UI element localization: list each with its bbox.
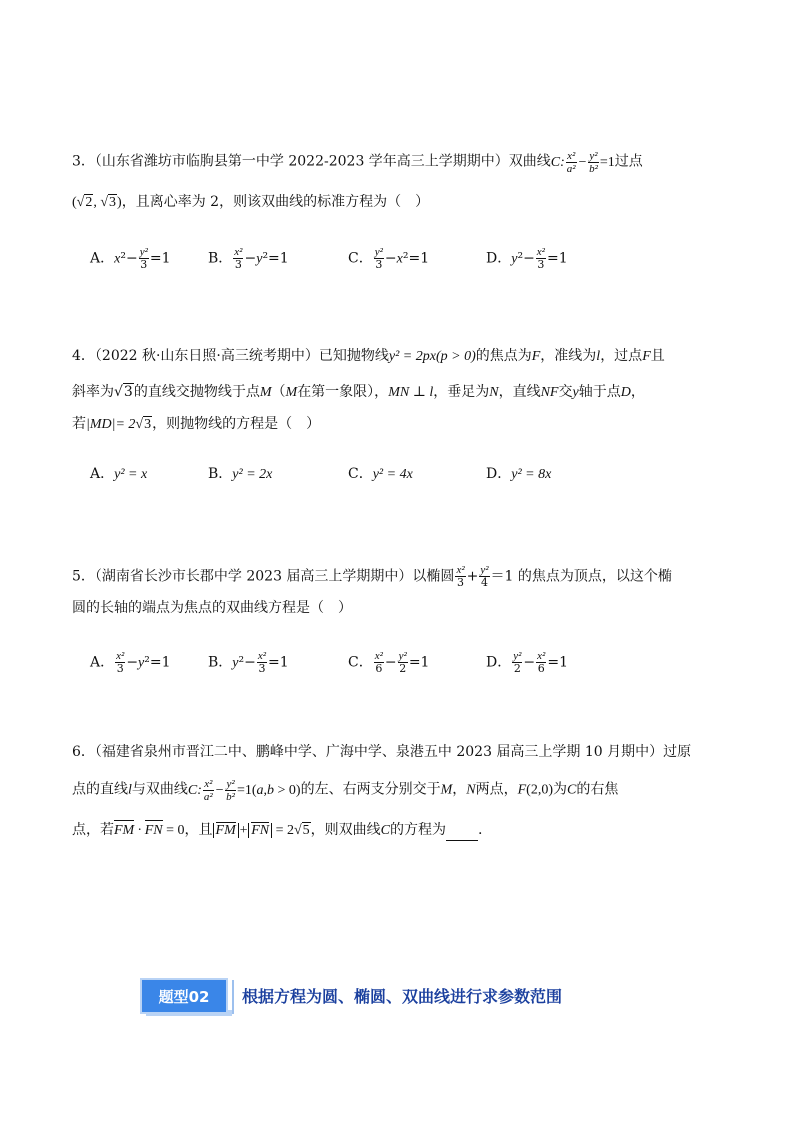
q5-line-2: 圆的长轴的端点为焦点的双曲线方程是（ ） [72, 600, 352, 616]
q4-option-d[interactable]: D．y² = 8x [486, 466, 552, 482]
q3-line-1: 3．（山东省潍坊市临朐县第一中学 2022-2023 学年高三上学期期中）双曲线C: $\frac{\text{x²}}{\text{a²}}$ − $\frac{\text{y²}}{\text{b²}}$ =1过点 [72, 150, 643, 175]
section-title: 根据方程为圆、椭圆、双曲线进行求参数范围 [242, 987, 563, 1006]
q5-option-b[interactable]: B．y²− $\frac{\text{x²}}{3}$ =1 [208, 650, 289, 675]
q3-option-a[interactable]: A．x²− $\frac{\text{y²}}{3}$ =1 [90, 246, 171, 271]
q3-option-c[interactable]: C． $\frac{\text{y²}}{3}$ −x²=1 [348, 246, 430, 271]
q3-option-d[interactable]: D．y²− $\frac{\text{x²}}{3}$ =1 [486, 246, 568, 271]
q5-option-c[interactable]: C． $\frac{\text{x²}}{6}$ − $\frac{\text{y²}}{2}$ =1 [348, 650, 430, 675]
q4-line-2: 斜率为√3的直线交抛物线于点M（M在第一象限），MN ⊥ l，垂足为N，直线NF交y轴于点D， [72, 384, 645, 400]
q3-point: (√2, √3) [72, 195, 122, 210]
section-tag: 题型02 [140, 978, 228, 1014]
q4-line-1: 4．（2022 秋·山东日照·高三统考期中）已知抛物线y² = 2px(p > 0)的焦点为F，准线为l，过点F且 [72, 348, 665, 364]
q5-option-d[interactable]: D． $\frac{\text{y²}}{2}$ − $\frac{\text{x²}}{6}$ =1 [486, 650, 568, 675]
q6-answer-blank[interactable] [446, 826, 478, 841]
q3-hyperbola-equation: C: $\frac{\text{x²}}{\text{a²}}$ − $\frac{\text{y²}}{\text{b²}}$ =1 [550, 150, 615, 175]
q4-option-c[interactable]: C．y² = 4x [348, 466, 413, 482]
q4-option-a[interactable]: A．y² = x [90, 466, 148, 482]
q4-line-3: 若|MD|= 2√3，则抛物线的方程是（ ） [72, 416, 321, 432]
q3-line-2: (√2, √3)，且离心率为 2，则该双曲线的标准方程为（ ） [72, 194, 430, 210]
q5-option-a[interactable]: A． $\frac{\text{x²}}{3}$ −y²=1 [90, 650, 171, 675]
q3-option-b[interactable]: B． $\frac{\text{x²}}{3}$ −y²=1 [208, 246, 289, 271]
q5-line-1: 5．（湖南省长沙市长郡中学 2023 届高三上学期期中）以椭圆 $\frac{\text{x²}}{3}$ + $\frac{\text{y²}}{4}$ ＝1 的焦点为顶点，以这个椭 [72, 564, 672, 589]
section-banner [140, 978, 610, 1016]
section-tag-divider [232, 980, 234, 1014]
q6-line-3: 点，若FM · FN = 0，且 FM + FN = 2√5，则双曲线C的方程为 . [72, 820, 482, 841]
q6-line-2: 点的直线l与双曲线C: $\frac{\text{x²}}{\text{a²}}$ − $\frac{\text{y²}}{\text{b²}}$ =1(a,b > 0)的左、右两支分别交于M，N两点，F(2,0)为C的右焦 [72, 778, 619, 803]
q6-line-1: 6．（福建省泉州市晋江二中、鹏峰中学、广海中学、泉港五中 2023 届高三上学期 10 月期中）过原 [72, 744, 692, 760]
q4-option-b[interactable]: B．y² = 2x [208, 466, 273, 482]
